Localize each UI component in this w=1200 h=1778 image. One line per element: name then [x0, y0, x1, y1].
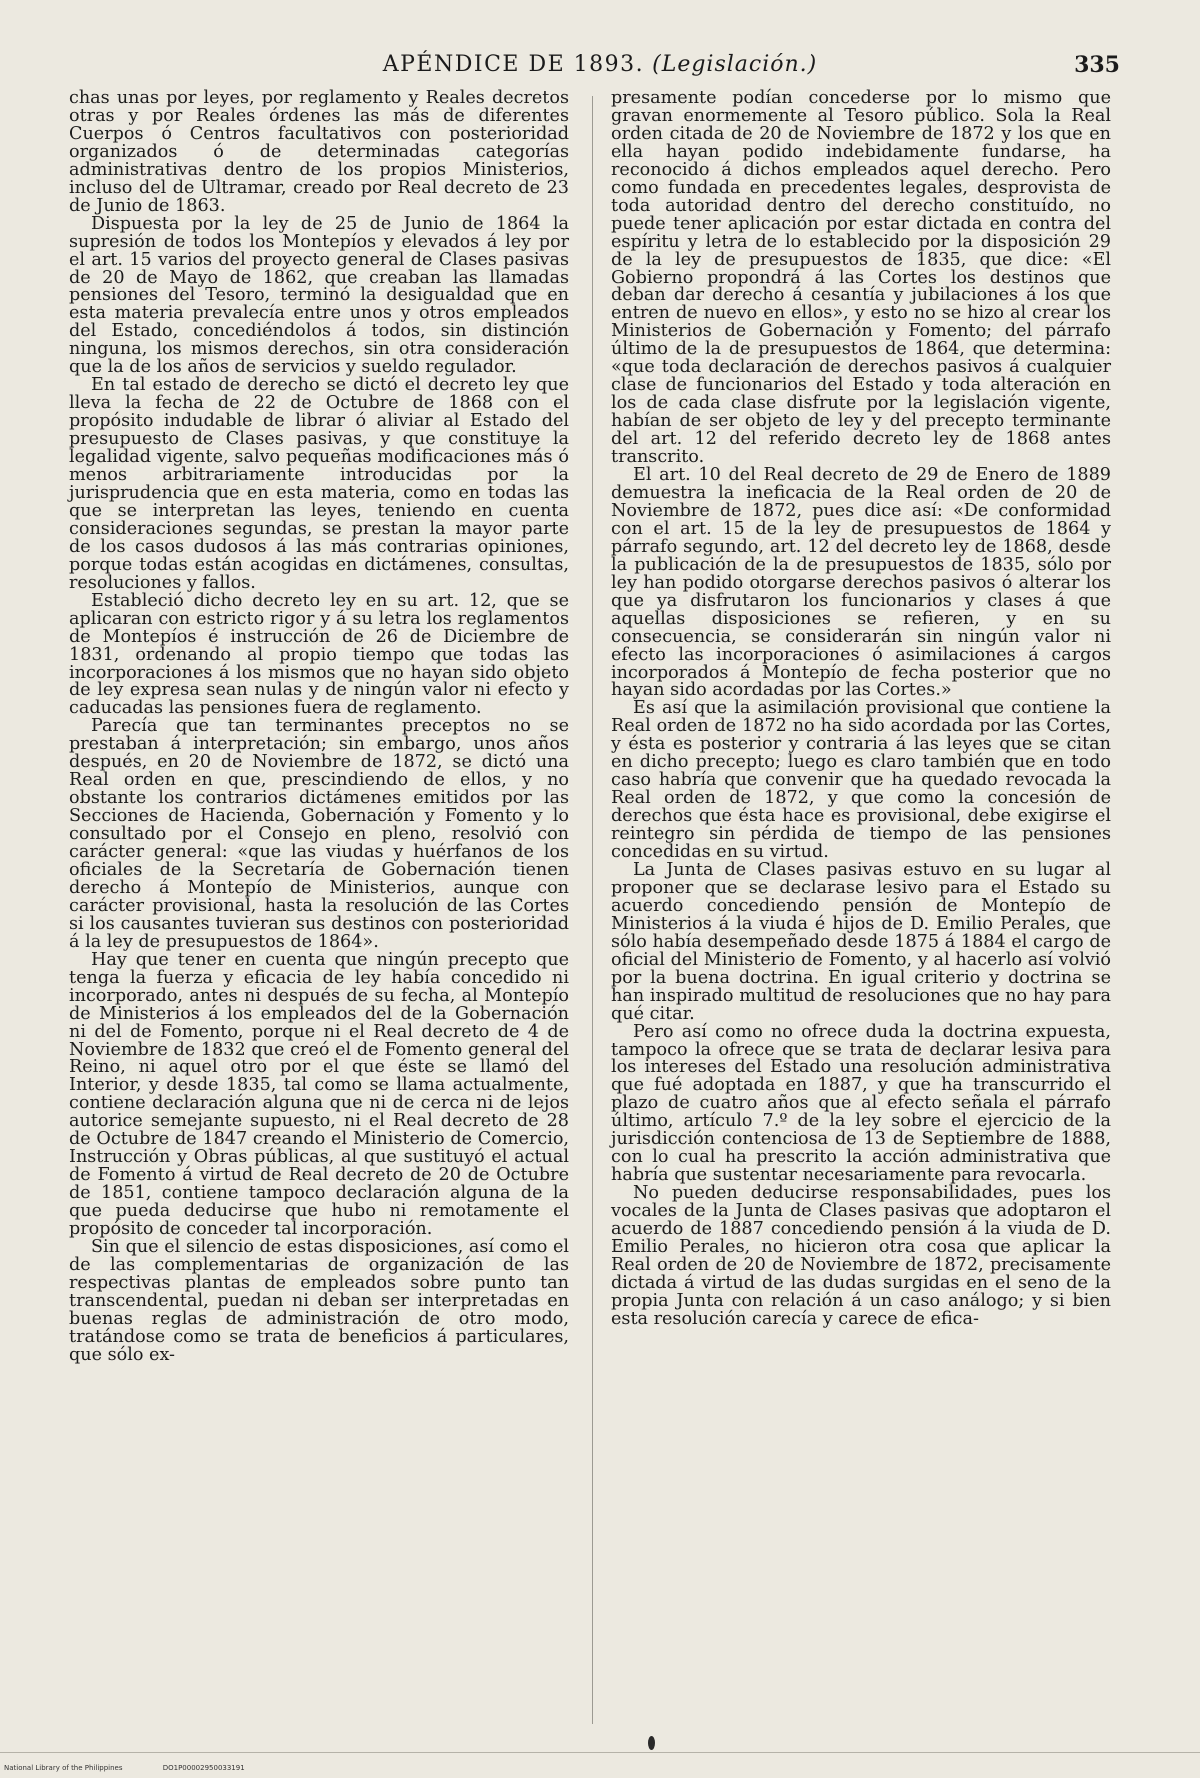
header-section: (Legislación.) [652, 52, 818, 77]
footer-code: DO1P00002950033191 [162, 1764, 245, 1772]
paragraph: Estableció dicho decreto ley en su art. 12, que se aplicaran con estricto rigor y á su letra los reglamentos de Montepíos é instrucción de 26 de Diciembre de 1831, ordenando al propio tiempo que todas las incorporaciones á los mismos que no hayan sido objeto de ley expresa sean nulas y de ningún valor ni efecto y caducadas las pensiones fuera de reglamento. [69, 590, 569, 719]
page-number: 335 [1074, 52, 1120, 78]
header-title [80, 52, 1120, 77]
paragraph: Pero así como no ofrece duda la doctrina expuesta, tampoco la ofrece que se trata de declarar lesiva para los intereses del Estado una resolución administrativa que fué adoptada en 1887, y que ha transcurrido el plazo de cuatro años que al efecto señala el párrafo último, artículo 7.º de la ley sobre el ejercicio de la jurisdicción contenciosa de 13 de Septiembre de 1888, con lo cual ha prescrito la acción administrativa que habría que sustentar necesariamente para revocarla. [611, 1021, 1111, 1186]
running-header [80, 50, 1120, 84]
paragraph: Es así que la asimilación provisional que contiene la Real orden de 1872 no ha sido acordada por las Cortes, y ésta es posterior y contraria á las leyes que se citan en dicho precepto; luego es claro también que en todo caso habría que convenir que ha quedado revocada la Real orden de 1872, y que como la concesión de derechos que ésta hace es provisional, debe exigirse el reintegro sin pérdida de tiempo de las pensiones concedidas en su virtud. [611, 698, 1111, 863]
paragraph: Sin que el silencio de estas disposiciones, así como el de las complementarias de organización de las respectivas plantas de empleados sobre punto tan transcendental, puedan ni deban ser interpretadas en buenas reglas de administración de otro modo, tratándose como se trata de beneficios á particulares, que sólo ex- [69, 1237, 569, 1365]
paragraph: El art. 10 del Real decreto de 29 de Enero de 1889 demuestra la ineficacia de la Real orden de 20 de Noviembre de 1872, pues dice así: «De conformidad con el art. 15 de la ley de presupuestos de 1864 y párrafo segundo, art. 12 del decreto ley de 1868, desde la publicación de la de presupuestos de 1835, sólo por ley han podido otorgarse derechos pasivos ó alterar los que ya disfrutaron los funcionarios y clases á que aquellas disposiciones se refieren, y en su consecuencia, se considerarán sin ningún valor ni efecto las incorporaciones ó asimilaciones á cargos incorporados á Montepío de fecha posterior que no hayan sido acordadas por las Cortes.» [611, 465, 1111, 701]
header-appendix: APÉNDICE DE 1893. [382, 52, 645, 77]
paragraph: Dispuesta por la ley de 25 de Junio de 1864 la supresión de todos los Montepíos y elevados á ley por el art. 15 varios del proyecto general de Clases pasivas de 20 de Mayo de 1862, que creaban las llamadas pensiones del Tesoro, terminó la desigualdad que en esta materia prevalecía entre unos y otros empleados del Estado, concediéndolos á todos, sin distinción ninguna, los mismos derechos, sin otra consideración que la de los años de servicios y sueldo regulador. [69, 213, 569, 378]
scan-footer [4, 1764, 283, 1772]
paragraph: presamente podían concederse por lo mismo que gravan enormemente al Tesoro público. Sola la Real orden citada de 20 de Noviembre de 1872 y los que en ella hayan podido indebidamente fundarse, ha reconocido á dichos empleados aquel derecho. Pero como fundada en precedentes legales, desprovista de toda autoridad dentro del derecho constituído, no puede tener aplicación por estar dictada en contra del espíritu y letra de lo establecido por la disposición 29 de la ley de presupuestos de 1835, que dice: «El Gobierno propondrá á las Cortes los destinos que deban dar derecho á cesantía y jubilaciones á los que entren de nuevo en ellos», y esto no se hizo al crear los Ministerios de Gobernación y Fomento; del párrafo último de la de presupuestos de 1864, que determina: «que toda declaración de derechos pasivos á cualquier clase de funcionarios del Estado y toda alteración en los de cada clase disfrute por la legislación vigente, habían de ser objeto de ley y del precepto terminante del art. 12 del referido decreto ley de 1868 antes transcrito. [611, 88, 1111, 468]
ink-smudge [648, 1736, 655, 1750]
right-column [611, 90, 1111, 1329]
paragraph: La Junta de Clases pasivas estuvo en su lugar al proponer que se declarase lesivo para el Estado su acuerdo concediendo pensión de Montepío de Ministerios á la viuda é hijos de D. Emilio Perales, que sólo había desempeñado desde 1875 á 1884 el cargo de oficial del Ministerio de Fomento, y al hacerlo así volvió por la buena doctrina. En igual criterio y doctrina se han inspirado multitud de resoluciones que no hay para qué citar. [611, 859, 1111, 1024]
paragraph: Parecía que tan terminantes preceptos no se prestaban á interpretación; sin embargo, unos años después, en 20 de Noviembre de 1872, se dictó una Real orden en que, prescindiendo de ellos, y no obstante los contrarios dictámenes emitidos por las Secciones de Hacienda, Gobernación y Fomento y lo consultado por el Consejo en pleno, resolvió con carácter general: «que las viudas y huérfanos de los oficiales de la Secretaría de Gobernación tienen derecho á Montepío de Ministerios, aunque con carácter provisional, hasta la resolución de las Cortes si los causantes tuvieran sus destinos con posterioridad á la ley de presupuestos de 1864». [69, 716, 569, 952]
column-divider [592, 96, 593, 1724]
paragraph: En tal estado de derecho se dictó el decreto ley que lleva la fecha de 22 de Octubre de 1868 con el propósito indudable de librar ó aliviar al Estado del presupuesto de Clases pasivas, y que constituye la legalidad vigente, salvo pequeñas modificaciones más ó menos arbitrariamente introducidas por la jurisprudencia que en esta materia, como en todas las que se interpretan las leyes, teniendo en cuenta consideraciones segundas, se prestan la mayor parte de los casos dudosos á las más contrarias opiniones, porque todas están acogidas en dictámenes, consultas, resoluciones y fallos. [69, 375, 569, 593]
paragraph: No pueden deducirse responsabilidades, pues los vocales de la Junta de Clases pasivas que adoptaron el acuerdo de 1887 concediendo pensión á la viuda de D. Emilio Perales, no hicieron otra cosa que aplicar la Real orden de 20 de Noviembre de 1872, precisamente dictada á virtud de las dudas surgidas en el seno de la propia Junta con relación á un caso análogo; y si bien esta resolución carecía y carece de efica- [611, 1183, 1111, 1329]
paragraph: chas unas por leyes, por reglamento y Reales decretos otras y por Reales órdenes las más de diferentes Cuerpos ó Centros facultativos con posterioridad organizados ó de determinadas categorías administrativas dentro de los propios Ministerios, incluso del de Ultramar, creado por Real decreto de 23 de Junio de 1863. [69, 88, 569, 216]
page-bottom-edge [0, 1752, 1200, 1753]
left-column [69, 90, 569, 1365]
paragraph: Hay que tener en cuenta que ningún precepto que tenga la fuerza y eficacia de ley había concedido ni incorporado, antes ni después de su fecha, al Montepío de Ministerios á los empleados del de la Gobernación ni del de Fomento, porque ni el Real decreto de 4 de Noviembre de 1832 que creó el de Fomento general del Reino, ni aquel otro por el que éste se llamó del Interior, y desde 1835, tal como se llama actualmente, contiene declaración alguna que ni de cerca ni de lejos autorice semejante supuesto, ni el Real decreto de 28 de Octubre de 1847 creando el Ministerio de Comercio, Instrucción y Obras públicas, al que sustituyó el actual de Fomento á virtud de Real decreto de 20 de Octubre de 1851, contiene tampoco declaración alguna de la que pueda deducirse que hubo ni remotamente el propósito de conceder tal incorporación. [69, 949, 569, 1240]
footer-library: National Library of the Philippines [4, 1764, 123, 1772]
